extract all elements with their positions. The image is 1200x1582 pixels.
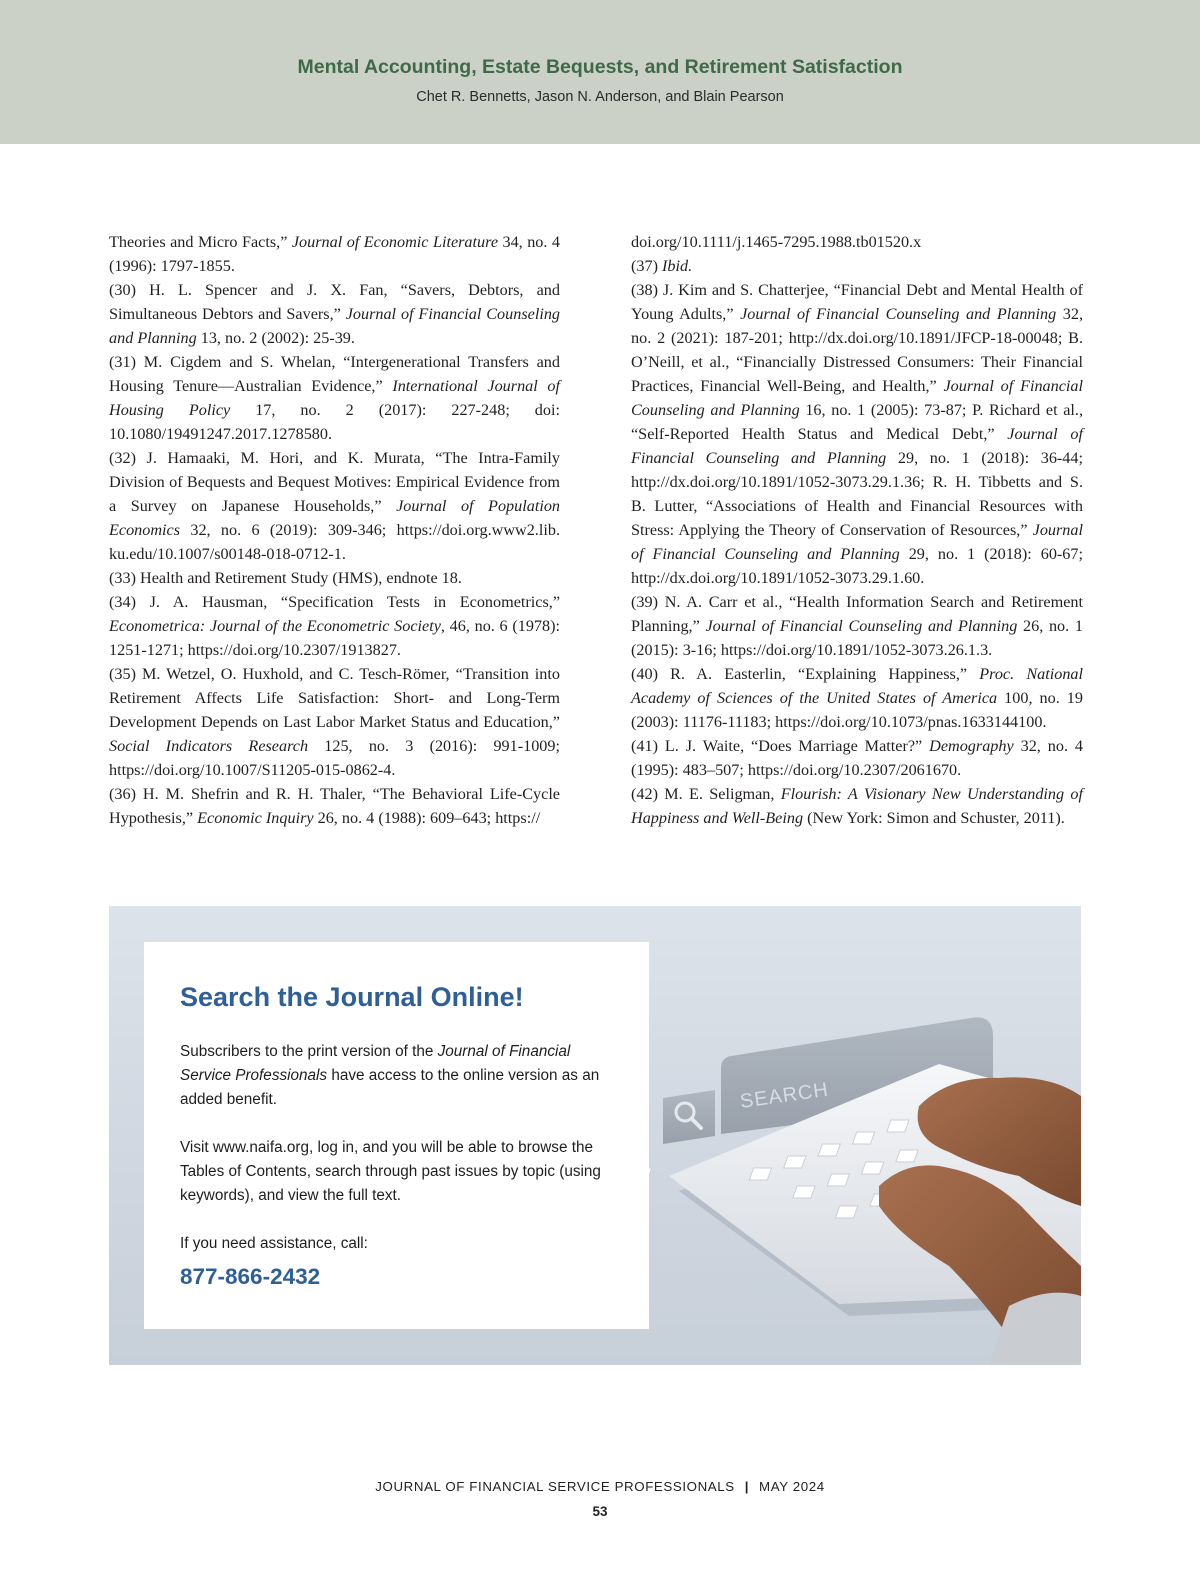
article-title: Mental Accounting, Estate Bequests, and Retirement Satisfaction [297,56,903,78]
reference-41: (41) L. J. Waite, “Does Marriage Matter?” Demography 32, no. 4 (1995): 483–507; https://doi.org/10.2307/2061670. [631,737,1084,779]
search-bar-text: SEARCH [738,1078,831,1113]
reference-36-cont: doi.org/10.1111/j.1465-7295.1988.tb01520.x [631,233,922,251]
reference-35: (35) M. Wetzel, O. Huxhold, and C. Tesch-Römer, “Transition into Retirement Affects Life Satisfaction: Short- and Long-Term Development Depends on Last Labor Market Status and Education,” Social Indicators Research 125, no. 3 (2016): 991-1009; https://doi.org/10.1007/S11205-015-0862-4. [109,665,560,779]
reference-39: (39) N. A. Carr et al., “Health Information Search and Retirement Planning,” Journal of Financial Counseling and Planning 26, no. 1 (2015): 3-16; https://doi.org/10.1891/1052-3073.26.1.3. [631,593,1084,659]
footer-date: MAY 2024 [759,1479,825,1494]
page-number: 53 [592,1504,608,1519]
reference-42: (42) M. E. Seligman, Flourish: A Visionary New Understanding of Happiness and Well-Being (New York: Simon and Schuster, 2011). [631,785,1083,827]
ad-paragraph-subscribers: Subscribers to the print version of the Journal of Financial Service Professionals have access to the online version as an added benefit. [180,1043,600,1108]
reference-34: (34) J. A. Hausman, “Specification Tests in Econometrics,” Econometrica: Journal of the Econometric Society, 46, no. 6 (1978): 1251-1271; https://doi.org/10.2307/1913827. [109,593,560,659]
reference-38: (38) J. Kim and S. Chatterjee, “Financial Debt and Mental Health of Young Adults,” Journal of Financial Counseling and Planning 32, no. 2 (2021): 187-201; http://dx.doi.org/10.1891/JFCP-18-00048; B. O’Neill, et al., “Financially Distressed Consumers: Their Financial Practices, Financial Well-Being, and Health,” Journal of Financial Counseling and Planning 16, no. 1 (2005): 73-87; P. Richard et al., “Self-Reported Health Status and Medical Debt,” Journal of Financial Counseling and Planning 29, no. 1 (2018): 36-44; http://dx.doi.org/10.1891/1052-3073.29.1.36; R. H. Tibbetts and S. B. Lutter, “Associations of Health and Financial Resources with Stress: Applying the Theory of Conservation of Resources,” Journal of Financial Counseling and Planning 29, no. 1 (2018): 60-67; http://dx.doi.org/10.1891/1052-3073.29.1.60. [631,281,1084,587]
reference-40: (40) R. A. Easterlin, “Explaining Happiness,” Proc. National Academy of Sciences of the United States of America 100, no. 19 (2003): 11176-11183; https://doi.org/10.1073/pnas.1633144100. [631,665,1084,731]
reference-36: (36) H. M. Shefrin and R. H. Thaler, “The Behavioral Life-Cycle Hypothesis,” Economic Inquiry 26, no. 4 (1988): 609–643; https:// [109,785,560,827]
footer-separator: | [744,1479,750,1494]
references-right-column [631,230,1083,830]
article-authors: Chet R. Bennetts, Jason N. Anderson, and Blain Pearson [416,89,784,105]
reference-30: (30) H. L. Spencer and J. X. Fan, “Savers, Debtors, and Simultaneous Debtors and Savers,” Journal of Financial Counseling and Planning 13, no. 2 (2002): 25-39. [109,281,561,347]
references-left-column [109,230,560,830]
footer-journal-name: JOURNAL OF FINANCIAL SERVICE PROFESSIONALS [375,1479,735,1494]
reference-29-cont: Theories and Micro Facts,” Journal of Economic Literature 34, no. 4 (1996): 1797-1855. [109,233,560,275]
reference-31: (31) M. Cigdem and S. Whelan, “Intergenerational Transfers and Housing Tenure—Australian Evidence,” International Journal of Housing Policy 17, no. 2 (2017): 227-248; doi: 10.1080/19491247.2017.1278580. [109,353,560,443]
search-journal-card [144,942,649,1329]
keyboard-search-photo [649,906,1081,1365]
reference-33: (33) Health and Retirement Study (HMS), endnote 18. [109,569,462,587]
reference-37: (37) Ibid. [631,257,693,275]
assistance-phone-number[interactable]: 877-866-2432 [180,1264,321,1289]
reference-32: (32) J. Hamaaki, M. Hori, and K. Murata, “The Intra-Family Division of Bequests and Bequest Motives: Empirical Evidence from a Survey on Japanese Households,” Journal of Population Economics 32, no. 6 (2019): 309-346; https://doi.org.www2.lib. ku.edu/10.1007/s00148-018-0712-1. [109,449,561,563]
ad-paragraph-assistance: If you need assistance, call: [180,1235,368,1252]
ad-title: Search the Journal Online! [180,982,524,1012]
page-header [0,0,1200,144]
ad-paragraph-visit: Visit www.naifa.org, log in, and you will be able to browse the Tables of Contents, search through past issues by topic (using keywords), and view the full text. [180,1139,601,1204]
page-footer [0,1479,1200,1494]
